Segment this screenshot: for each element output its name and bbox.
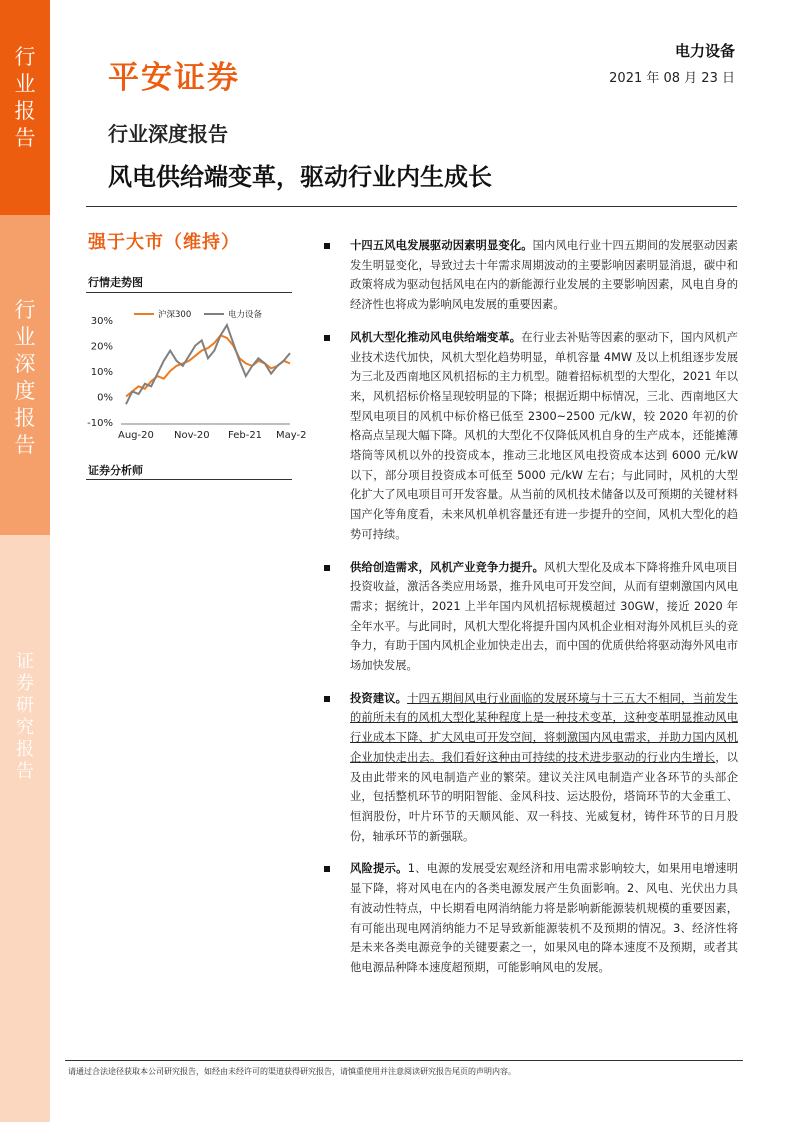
chart-legend-hs300-label: 沪深300 bbox=[158, 310, 192, 320]
bullet-square-icon bbox=[324, 866, 330, 872]
bullet-head: 十四五风电发展驱动因素明显变化。 bbox=[350, 239, 533, 252]
chart-series-power bbox=[126, 325, 290, 404]
bullet-text: ，以及由此带来的风电制造产业的繁荣。建议关注风电制造产业各环节的头部企业，包括整机环节的明阳智能、金风科技、运达股份，塔筒环节的大金重工、恒润股份，叶片环节的天顺风能、双一科技、光威复材，铸件环节的日月股份，轴承环节的新强联。 bbox=[350, 750, 738, 843]
sidebar-char: 业 bbox=[14, 325, 36, 349]
chart-x-tick-label: May-2 bbox=[276, 430, 307, 441]
trend-chart bbox=[86, 300, 307, 450]
bullet-square-icon bbox=[324, 696, 330, 702]
report-title: 风电供给端变革，驱动行业内生成长 bbox=[108, 163, 492, 191]
bullet-investment bbox=[318, 689, 738, 847]
chart-y-tick-label: 30% bbox=[90, 316, 113, 327]
chart-y-tick-label: 0% bbox=[97, 392, 113, 404]
sidebar-char: 报 bbox=[16, 739, 34, 760]
footer-divider bbox=[65, 1060, 743, 1061]
bullet-square-icon bbox=[324, 243, 330, 249]
sidebar-char: 券 bbox=[16, 673, 34, 694]
header-divider bbox=[86, 206, 737, 207]
sidebar-char: 深 bbox=[14, 352, 36, 376]
chart-y-tick-label: -10% bbox=[87, 418, 113, 429]
analyst-divider bbox=[86, 479, 292, 480]
sidebar-block-report bbox=[0, 0, 50, 215]
bullet-large-turbines bbox=[318, 328, 738, 545]
chart-x-tick-label: Nov-20 bbox=[174, 430, 210, 441]
bullet-risk bbox=[318, 859, 738, 977]
footer-disclaimer: 请通过合法途径获取本公司研究报告，如经由未经许可的渠道获得研究报告，请慎重使用并注意阅读研究报告尾页的声明内容。 bbox=[68, 1067, 516, 1076]
bullet-drivers bbox=[318, 236, 738, 315]
sidebar-block-depth bbox=[0, 215, 50, 535]
bullet-head: 供给创造需求，风机产业竞争力提升。 bbox=[350, 560, 545, 574]
trend-chart-label: 行情走势图 bbox=[88, 276, 143, 289]
chart-x-tick-label: Feb-21 bbox=[228, 430, 263, 441]
bullet-square-icon bbox=[324, 565, 330, 571]
sidebar-char: 行 bbox=[14, 45, 36, 69]
bullet-head: 风机大型化推动风电供给端变革。 bbox=[350, 330, 522, 344]
report-type: 行业深度报告 bbox=[108, 122, 228, 146]
chart-y-tick-label: 10% bbox=[90, 367, 113, 378]
summary-bullets bbox=[318, 236, 738, 991]
bullet-head: 投资建议。 bbox=[350, 691, 408, 705]
chart-x-tick-label: Aug-20 bbox=[118, 430, 154, 441]
company-logo: 平安证券 bbox=[108, 60, 240, 96]
chart-legend-power-label: 电力设备 bbox=[228, 310, 263, 320]
sidebar-char: 究 bbox=[16, 717, 34, 738]
bullet-square-icon bbox=[324, 335, 330, 341]
bullet-text: 国内风电行业十四五期间的发展驱动因素发生明显变化，导致过去十年需求周期波动的主要影响因素明显消退，碳中和政策将成为驱动包括风电在内的新能源行业发展的主要影响因素，风电自身的经济性也将成为影响风电发展的重要因素。 bbox=[350, 239, 738, 312]
sidebar-block-research bbox=[0, 535, 50, 1122]
sidebar-char: 度 bbox=[14, 379, 36, 403]
sector-label: 电力设备 bbox=[674, 42, 735, 60]
bullet-supply-demand bbox=[318, 558, 738, 676]
sidebar-char: 报 bbox=[14, 406, 36, 430]
analyst-label: 证券分析师 bbox=[88, 464, 143, 477]
sidebar bbox=[0, 0, 50, 1122]
sidebar-char: 告 bbox=[16, 761, 34, 782]
sidebar-char: 报 bbox=[14, 99, 36, 123]
sidebar-char: 行 bbox=[14, 298, 36, 322]
bullet-text: 在行业去补贴等因素的驱动下，国内风机产业技术迭代加快，风机大型化趋势明显，单机容量 4MW 及以上机组逐步发展为三北及西南地区风机招标的主力机型。随着招标机型的大型化，2021 年以来，风机招标价格呈现较明显的下降；根据近期中标情况，三北、西南地区大型风电项目的风机中标价格已低至 2300~2500 元/kW，较 2020 年初的价格高点呈现大幅下降。风机的大型化不仅降低风机自身的生产成本，还能摊薄塔筒等风机以外的投资成本，推动三北地区风电投资成本达到 6000 元/kW 以下，部分项目投资成本可低至 5000 元/kW 左右；与此同时，风机的大型化扩大了风电项目可开发容量。从当前的风机技术储备以及可预期的关键材料国产化等角度看，未来风机单机容量还有进一步提升的空间，风机大型化的趋势可持续。 bbox=[350, 330, 738, 541]
bullet-underlined-text: 十四五期间风电行业面临的发展环境与十三五大不相同，当前发生的前所未有的风机大型化某种程度上是一种技术变革，这种变革明显推动风电行业成本下降、扩大风电可开发空间，将刺激国内风电需求，并助力国内风机企业加快走出去。我们看好这种由可持续的技术进步驱动的行业内生增长 bbox=[350, 691, 738, 764]
chart-y-tick-label: 20% bbox=[90, 341, 113, 353]
bullet-text: 1、电源的发展受宏观经济和用电需求影响较大，如果用电增速明显下降，将对风电在内的各类电源发展产生负面影响。2、风电、光伏出力具有波动性特点，中长期看电网消纳能力将是影响新能源装机规模的重要因素，有可能出现电网消纳能力不足导致新能源装机不及预期的情况。3、经济性将是未来各类电源竞争的关键要素之一，如果风电的降本速度不及预期，或者其他电源品种降本速度超预期，可能影响风电的发展。 bbox=[350, 862, 738, 974]
bullet-text: 风机大型化及成本下降将推升风电项目投资收益，激活各类应用场景，推升风电可开发空间，从而有望刺激国内风电需求；据统计，2021 上半年国内风机招标规模超过 30GW，接近 2020 年全年水平。与此同时，风机大型化将提升国内风机企业相对海外风机巨头的竞争力，有助于国内风机企业加快走出去，而中国的优质供给将驱动海外风电市场加快发展。 bbox=[350, 560, 738, 673]
sidebar-char: 业 bbox=[14, 72, 36, 96]
sidebar-char: 告 bbox=[14, 126, 36, 150]
sidebar-char: 研 bbox=[16, 695, 34, 716]
report-date: 2021 年 08 月 23 日 bbox=[609, 71, 735, 86]
bullet-head: 风险提示。 bbox=[350, 862, 408, 876]
rating-label: 强于大市（维持） bbox=[88, 232, 240, 253]
trend-divider bbox=[86, 292, 292, 293]
sidebar-char: 告 bbox=[14, 433, 36, 457]
sidebar-char: 证 bbox=[16, 651, 34, 672]
